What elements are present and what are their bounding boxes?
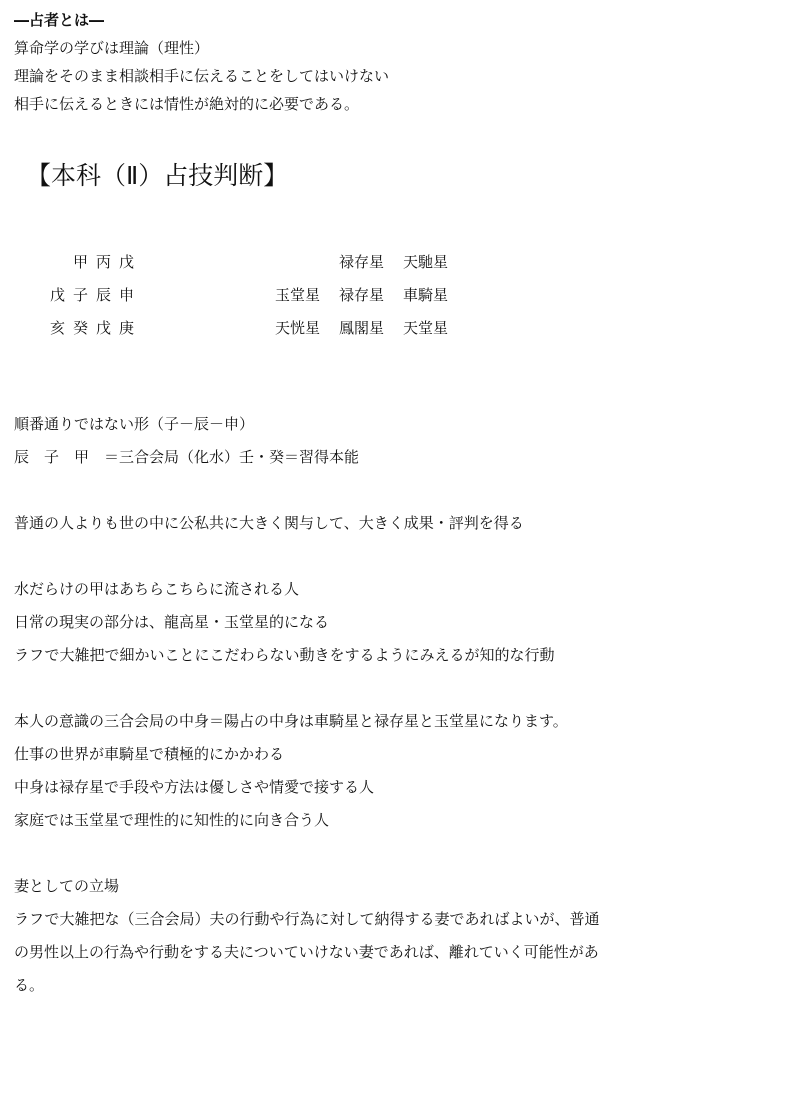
chart-row-heavenly — [46, 246, 286, 279]
chart-row-earthly — [46, 279, 286, 312]
chart-cell: 癸 — [72, 319, 88, 337]
chart-cell: 亥 — [49, 319, 65, 337]
star-row — [275, 312, 495, 345]
star-row — [275, 279, 495, 312]
star-cell: 禄存星 — [339, 286, 385, 304]
body-line: ラフで大雑把な（三合会局）夫の行動や行為に対して納得する妻であればよいが、普通 — [14, 910, 600, 928]
body-line: 辰 子 甲 ＝三合会局（化水）壬・癸＝習得本能 — [14, 448, 360, 466]
chart-cell: 辰 — [95, 286, 111, 304]
body-line: 仕事の世界が車騎星で積極的にかかわる — [14, 745, 285, 763]
star-cell: 天恍星 — [275, 319, 321, 337]
body-line: 水だらけの甲はあちらこちらに流される人 — [14, 580, 300, 598]
chart-cell: 庚 — [118, 319, 134, 337]
star-row — [275, 246, 495, 279]
meishiki-chart — [46, 246, 286, 345]
body-line: 中身は禄存星で手段や方法は優しさや情愛で接する人 — [14, 778, 375, 796]
star-chart — [275, 246, 495, 345]
body-text — [14, 408, 784, 1002]
intro-line: 算命学の学びは理論（理性） — [14, 39, 210, 57]
body-line: の男性以上の行為や行動をする夫についていけない妻であれば、離れていく可能性があ — [14, 943, 599, 961]
body-line: 日常の現実の部分は、龍高星・玉堂星的になる — [14, 613, 330, 631]
body-line: 普通の人よりも世の中に公私共に大きく関与して、大きく成果・評判を得る — [14, 514, 524, 532]
body-line: 妻としての立場 — [14, 877, 120, 895]
body-line: 順番通りではない形（子－辰－申） — [14, 415, 255, 433]
star-cell: 天馳星 — [403, 253, 449, 271]
star-cell: 玉堂星 — [275, 286, 321, 304]
chart-cell: 申 — [118, 286, 134, 304]
chart-cell: 甲 — [72, 253, 88, 271]
intro-heading: ―占者とは― — [14, 11, 105, 29]
paragraph-gap — [14, 837, 784, 870]
paragraph-gap — [14, 474, 784, 507]
chart-cell: 戊 — [118, 253, 134, 271]
chart-cell: 戊 — [95, 319, 111, 337]
intro-block — [14, 6, 774, 118]
section-title: 【本科（Ⅱ）占技判断】 — [26, 161, 289, 190]
paragraph-gap — [14, 540, 784, 573]
chart-cell: 子 — [72, 286, 88, 304]
body-line: 家庭では玉堂星で理性的に知性的に向き合う人 — [14, 811, 330, 829]
paragraph-gap — [14, 672, 784, 705]
body-line: 本人の意識の三合会局の中身＝陽占の中身は車騎星と禄存星と玉堂星になります。 — [14, 712, 568, 730]
intro-line: 相手に伝えるときには情性が絶対的に必要である。 — [14, 95, 360, 113]
star-cell: 禄存星 — [339, 253, 385, 271]
star-cell: 車騎星 — [403, 286, 449, 304]
body-line: ラフで大雑把で細かいことにこだわらない動きをするようにみえるが知的な行動 — [14, 646, 555, 664]
body-line: る。 — [14, 976, 45, 994]
chart-row-hidden — [46, 312, 286, 345]
intro-line: 理論をそのまま相談相手に伝えることをしてはいけない — [14, 67, 390, 85]
star-cell: 天堂星 — [403, 319, 449, 337]
chart-cell: 戊 — [49, 286, 65, 304]
star-cell: 鳳閣星 — [339, 319, 385, 337]
chart-cell: 丙 — [95, 253, 111, 271]
